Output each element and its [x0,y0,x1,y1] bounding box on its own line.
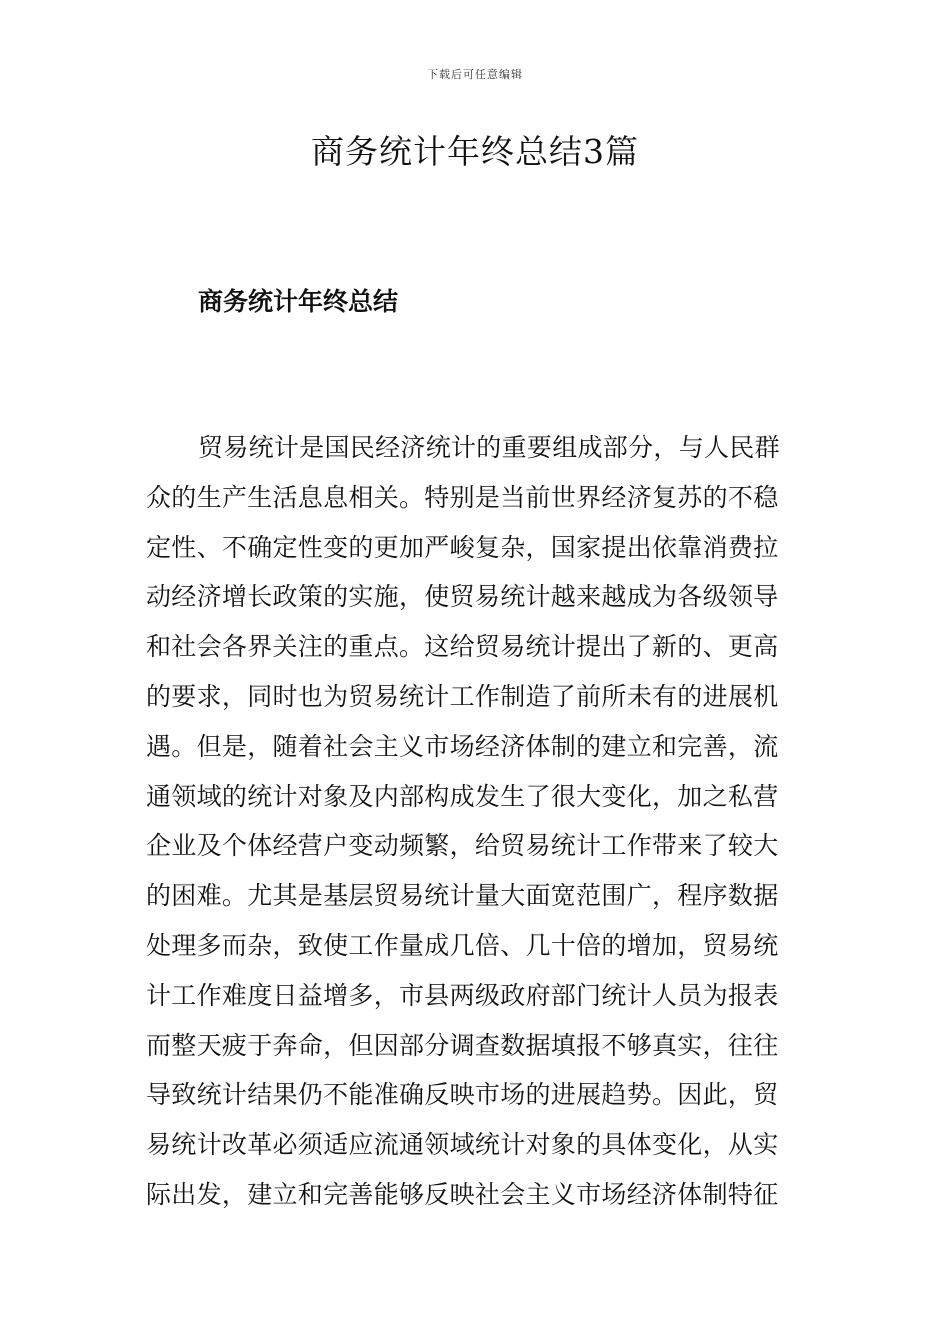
paragraph-line: 通领域的统计对象及内部构成发生了很大变化，加之私营 [146,781,779,811]
paragraph-line: 处理多而杂，致使工作量成几倍、几十倍的增加，贸易统 [146,930,779,960]
document-title: 商务统计年终总结3篇 [311,132,639,171]
header-note: 下载后可任意编辑 [427,68,523,81]
paragraph-line: 的困难。尤其是基层贸易统计量大面宽范围广，程序数据 [146,881,779,911]
paragraph-line: 而整天疲于奔命，但因部分调查数据填报不够真实，往往 [146,1030,779,1060]
paragraph-line: 企业及个体经营户变动频繁，给贸易统计工作带来了较大 [146,831,779,861]
paragraph-line: 计工作难度日益增多，市县两级政府部门统计人员为报表 [146,980,779,1010]
paragraph-line: 导致统计结果仍不能准确反映市场的进展趋势。因此，贸 [146,1080,779,1110]
paragraph-line: 贸易统计是国民经济统计的重要组成部分，与人民群 [198,433,780,462]
paragraph-line: 定性、不确定性变的更加严峻复杂，国家提出依靠消费拉 [146,532,779,562]
body-paragraph [146,430,806,1227]
paragraph-line: 动经济增长政策的实施，使贸易统计越来越成为各级领导 [146,582,779,612]
section-subtitle: 商务统计年终总结 [198,287,399,316]
paragraph-line: 易统计改革必须适应流通领域统计对象的具体变化，从实 [146,1130,779,1160]
paragraph-line: 众的生产生活息息相关。特别是当前世界经济复苏的不稳 [146,482,779,512]
paragraph-line: 际出发，建立和完善能够反映社会主义市场经济体制特征 [146,1179,779,1209]
paragraph-line: 的要求，同时也为贸易统计工作制造了前所未有的进展机 [146,681,779,711]
paragraph-line: 遇。但是，随着社会主义市场经济体制的建立和完善，流 [146,731,779,761]
paragraph-line: 和社会各界关注的重点。这给贸易统计提出了新的、更高 [146,632,779,662]
